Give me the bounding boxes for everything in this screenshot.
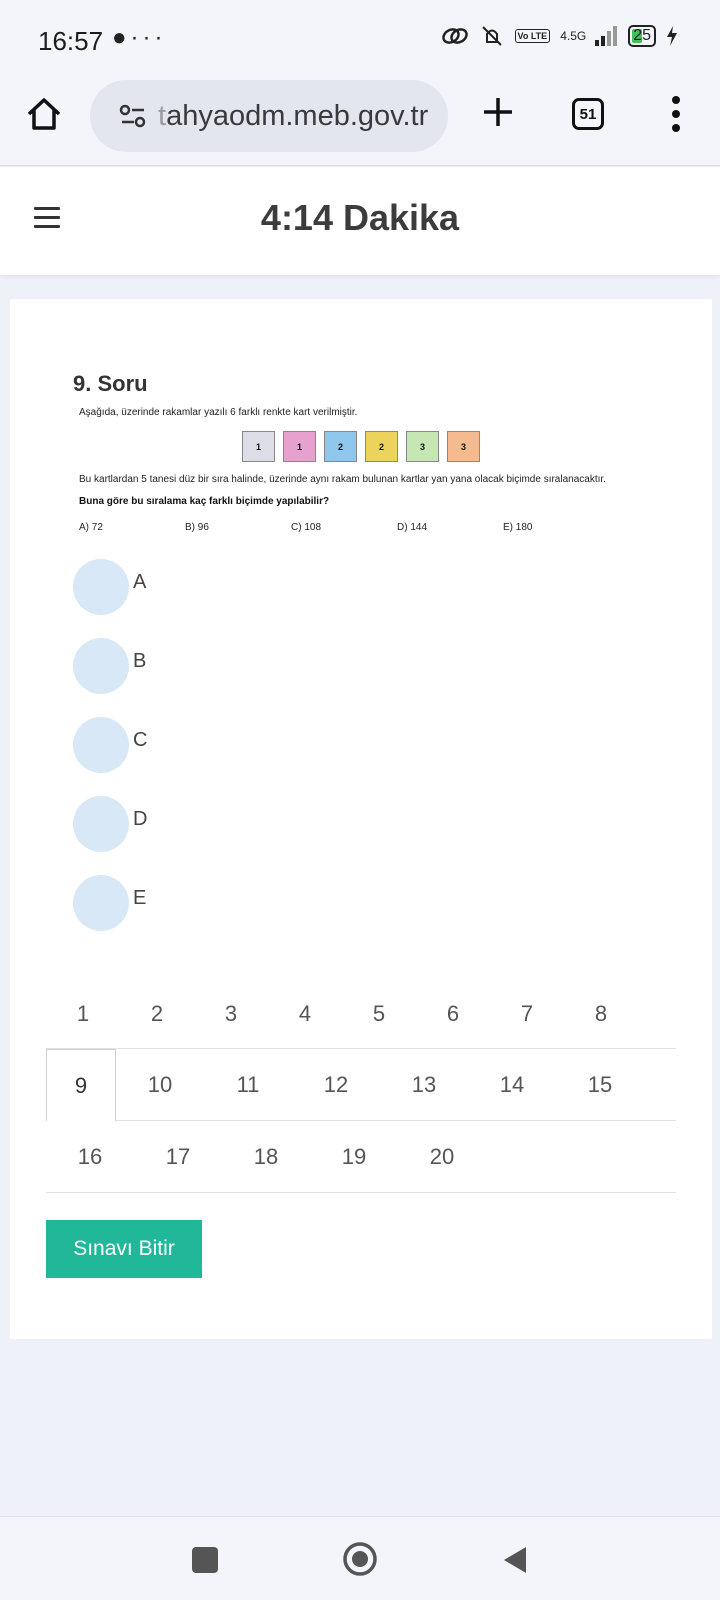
site-settings-icon[interactable] (118, 101, 148, 131)
chat-bubble-icon: ● (112, 24, 131, 51)
option-label: B (133, 650, 147, 672)
tab-switcher-button[interactable]: 51 (572, 98, 604, 130)
page-link[interactable]: 18 (253, 1144, 279, 1169)
number-card: 3 (447, 431, 480, 462)
radio-button[interactable] (73, 875, 129, 931)
page-link[interactable]: 2 (120, 979, 194, 1049)
page-link[interactable]: 20 (429, 1144, 455, 1169)
radio-button[interactable] (73, 638, 129, 694)
page-link[interactable]: 1 (46, 979, 120, 1049)
option-label: E (133, 887, 147, 909)
question-choices (79, 522, 609, 533)
muted-vibrate-icon (479, 24, 505, 48)
page-link[interactable]: 3 (194, 979, 268, 1049)
number-card: 1 (242, 431, 275, 462)
recents-icon[interactable] (192, 1547, 218, 1573)
pager-row (46, 1049, 676, 1121)
choice-text: E) 180 (503, 522, 533, 533)
signal-icon (594, 25, 618, 47)
page-link[interactable]: 5 (342, 979, 416, 1049)
charging-icon (666, 25, 678, 47)
new-tab-icon[interactable] (478, 92, 518, 132)
answer-option-a[interactable] (73, 559, 293, 615)
number-card: 3 (406, 431, 439, 462)
question-intro: Aşağıda, üzerinde rakamlar yazılı 6 farklı renkte kart verilmiştir. (79, 407, 358, 418)
exam-timer: 4:14 Dakika (260, 197, 460, 238)
page-link[interactable]: 10 (116, 1049, 204, 1121)
answer-option-b[interactable] (73, 638, 293, 694)
battery-icon (628, 25, 656, 47)
page-link-active[interactable]: 9 (46, 1049, 116, 1121)
browser-toolbar (0, 80, 720, 166)
page-link[interactable]: 6 (416, 979, 490, 1049)
more-options-icon[interactable] (666, 94, 686, 134)
network-type: 4.5G (560, 29, 587, 43)
option-label: A (133, 571, 147, 593)
url-text[interactable] (158, 100, 448, 133)
answer-option-e[interactable] (73, 875, 293, 931)
finish-exam-button[interactable]: Sınavı Bitir (46, 1220, 202, 1278)
page-link[interactable]: 12 (292, 1049, 380, 1121)
back-icon[interactable] (502, 1545, 528, 1575)
battery-level: 25 (633, 27, 651, 44)
exam-header (0, 167, 720, 275)
radio-button[interactable] (73, 796, 129, 852)
choice-text: D) 144 (397, 522, 428, 533)
choice-text: C) 108 (291, 522, 322, 533)
volte-badge: Vo LTE (515, 29, 551, 43)
page-link[interactable]: 8 (564, 979, 638, 1049)
page-link[interactable]: 7 (490, 979, 564, 1049)
notification-icons (112, 24, 166, 52)
nav-home-icon[interactable] (342, 1541, 378, 1577)
radio-button[interactable] (73, 559, 129, 615)
status-time: 16:57 (38, 26, 104, 56)
choice-text: A) 72 (79, 522, 103, 533)
url-faded-part: t (158, 99, 167, 132)
option-label: D (133, 808, 148, 830)
address-bar[interactable] (90, 80, 448, 152)
more-notifications-icon: ··· (130, 24, 167, 51)
system-nav-bar (0, 1516, 720, 1600)
status-bar (0, 0, 720, 80)
choice-text: B) 96 (185, 522, 209, 533)
radio-button[interactable] (73, 717, 129, 773)
question-card (10, 299, 712, 1339)
page-link[interactable]: 16 (77, 1144, 103, 1169)
pager-row (46, 1121, 676, 1193)
question-title: 9. Soru (73, 371, 148, 396)
page-link[interactable]: 13 (380, 1049, 468, 1121)
answer-option-c[interactable] (73, 717, 293, 773)
status-right (441, 24, 678, 48)
question-prompt: Buna göre bu sıralama kaç farklı biçimde yapılabilir? (79, 496, 330, 507)
number-card: 2 (324, 431, 357, 462)
home-icon[interactable] (24, 94, 64, 134)
number-cards (242, 431, 480, 462)
page-link[interactable]: 17 (165, 1144, 191, 1169)
url-domain: ahyaodm.meb.gov.tr (166, 99, 429, 132)
number-card: 2 (365, 431, 398, 462)
link-icon (441, 26, 469, 46)
page-link[interactable]: 4 (268, 979, 342, 1049)
option-label: C (133, 729, 148, 751)
pager-row (46, 979, 676, 1049)
page-link[interactable]: 11 (204, 1049, 292, 1121)
page-link[interactable]: 19 (341, 1144, 367, 1169)
page-link[interactable]: 14 (468, 1049, 556, 1121)
answer-option-d[interactable] (73, 796, 293, 852)
page-link[interactable]: 15 (556, 1049, 644, 1121)
number-card: 1 (283, 431, 316, 462)
question-text: Bu kartlardan 5 tanesi düz bir sıra halinde, üzerinde aynı rakam bulunan kartlar yan yana olacak biçimde sıralanacaktır. (79, 474, 606, 485)
question-pager (46, 979, 676, 1193)
